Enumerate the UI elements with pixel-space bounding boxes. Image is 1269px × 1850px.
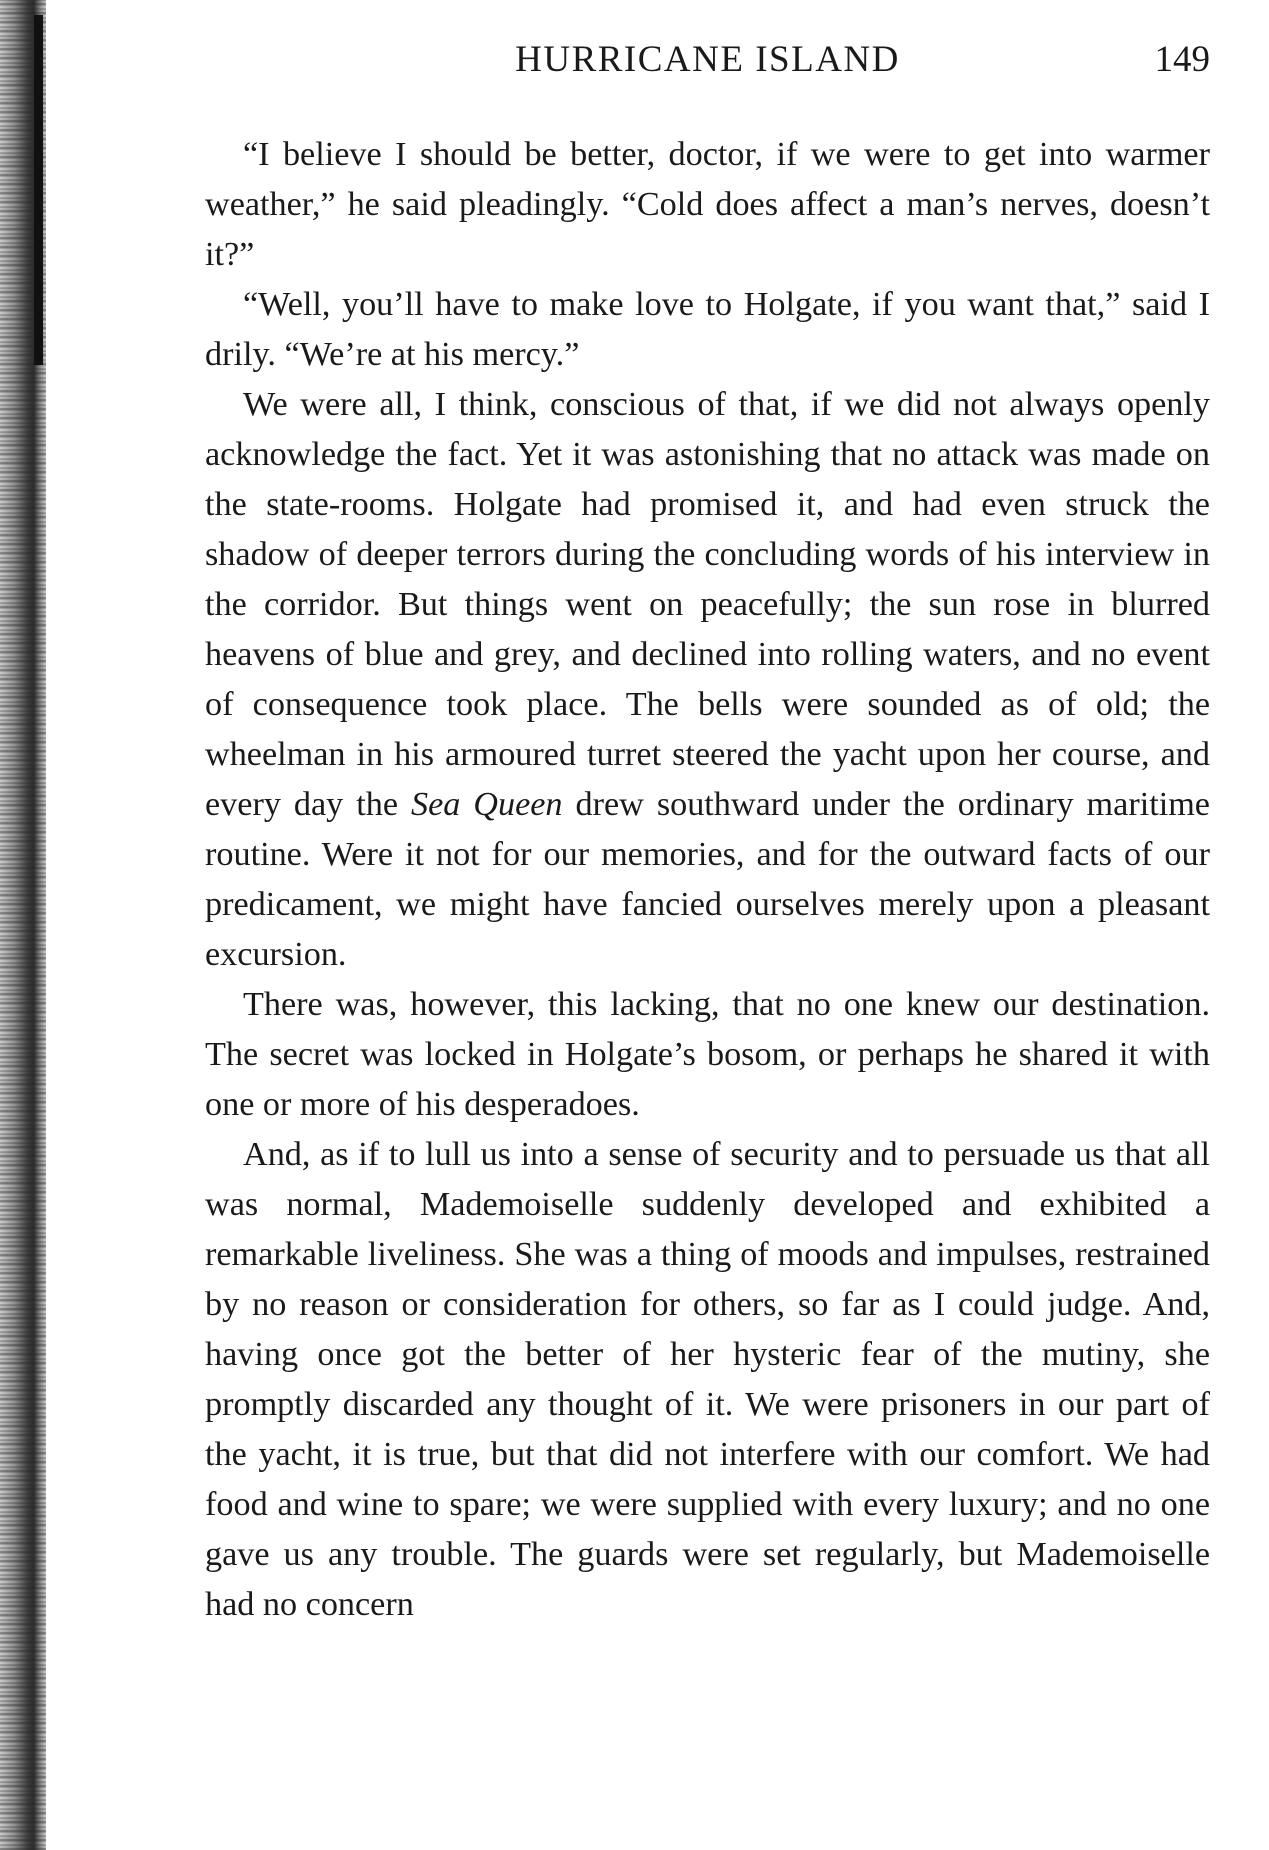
body-text bbox=[205, 130, 1210, 1630]
paragraph-3 bbox=[205, 380, 1210, 980]
ship-name-sea-queen: Sea Queen bbox=[410, 786, 563, 823]
paragraph-4: There was, however, this lacking, that no one knew our destination. The secret was locked in Holgate’s bosom, or perhaps he shared it with one or more of his desperadoes. bbox=[205, 986, 1210, 1123]
paragraph-5: And, as if to lull us into a sense of security and to persuade us that all was normal, Mademoiselle suddenly developed and exhibited a remarkable liveliness. She was a thing of moods and impulses, restrained by no reason or consideration for others, so far as I could judge. And, having once got the better of her hysteric fear of the mutiny, she promptly discarded any thought of it. We were prisoners in our part of the yacht, it is true, but that did not interfere with our comfort. We had food and wine to spare; we were supplied with every luxury; and no one gave us any trouble. The guards were set regularly, but Mademoiselle had no concern bbox=[205, 1136, 1210, 1623]
running-title: HURRICANE ISLAND bbox=[515, 39, 900, 80]
paragraph-3-part-1: We were all, I think, conscious of that, if we did not always openly acknowledge the fact. Yet it was astonishing that no attack was made on the state-rooms. Holgate had promised it, and had even struck the shadow of deeper terrors during the concluding words of his interview in the corridor. But things went on peacefully; the sun rose in blurred heavens of blue and grey, and declined into rolling waters, and no event of consequence took place. The bells were sounded as of old; the wheelman in his armoured turret steered the yacht upon her course, and every day the bbox=[205, 386, 1210, 823]
paragraph-1: “I believe I should be better, doctor, if we were to get into warmer weather,” he said pleadingly. “Cold does affect a man’s nerves, doesn’t it?” bbox=[205, 136, 1210, 273]
scan-binding-edge bbox=[34, 15, 43, 365]
running-head bbox=[205, 30, 1210, 90]
paragraph-3-part-2: drew southward under the ordinary maritime routine. Were it not for our memories, and for the outward facts of our predicament, we might have fancied ourselves merely upon a pleasant excursion. bbox=[205, 786, 1210, 973]
paragraph-2: “Well, you’ll have to make love to Holgate, if you want that,” said I drily. “We’re at his mercy.” bbox=[205, 286, 1210, 373]
page-number: 149 bbox=[1154, 39, 1210, 80]
